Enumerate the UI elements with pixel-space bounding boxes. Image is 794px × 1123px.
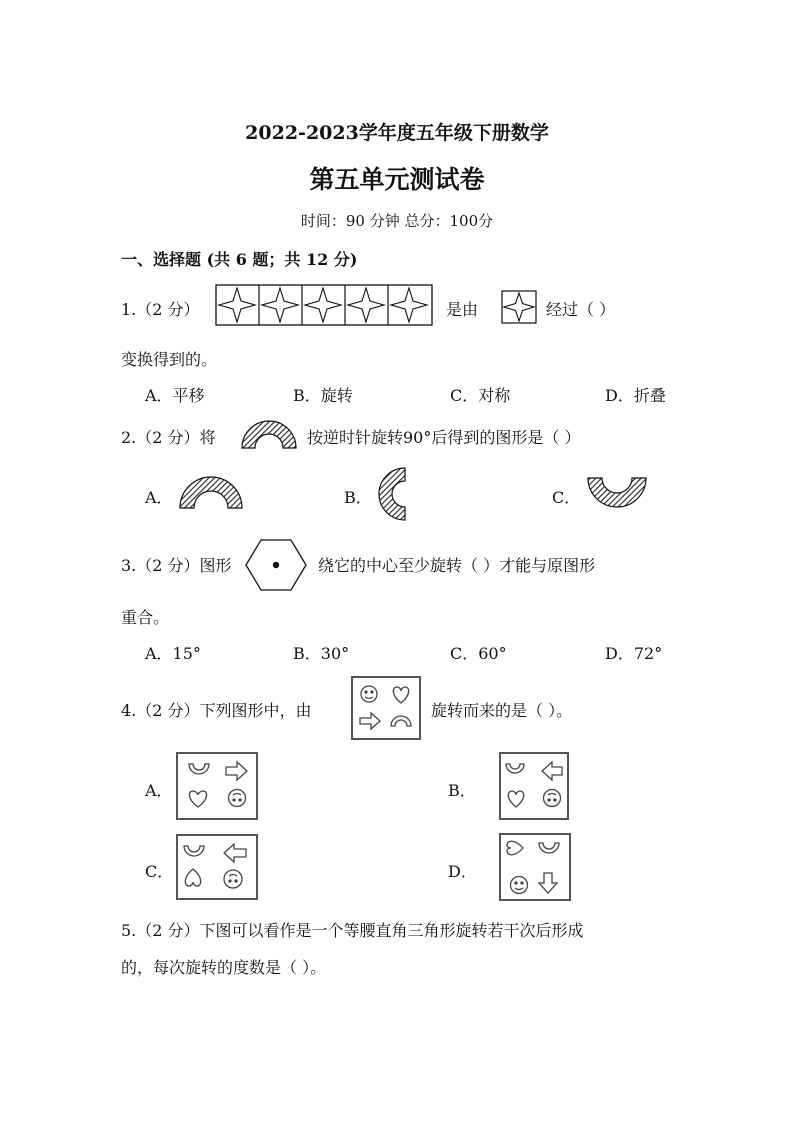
q3-option-a[interactable]: A．15° [145,644,201,663]
q2-option-a[interactable]: A． [145,488,173,507]
q5-line2: 的，每次旋转的度数是（ ）。 [121,958,327,977]
q1-prefix: 1.（2 分） [121,300,200,319]
q4-option-b[interactable]: B． [448,781,476,800]
q3-prefix: 3.（2 分）图形 [121,556,232,575]
q1-option-a[interactable]: A．平移 [145,386,205,405]
q4-option-a-figure[interactable] [176,752,258,820]
q2-option-a-arc[interactable] [178,474,244,510]
q4-option-c-figure[interactable] [176,834,258,900]
q3-option-b[interactable]: B．30° [293,644,350,663]
q2-suffix: 按逆时针旋转90°后得到的图形是（ ） [307,428,581,447]
q4-option-c[interactable]: C． [145,862,174,881]
q1-option-d[interactable]: D．折叠 [605,386,666,405]
four-point-star-icon [501,290,537,324]
q4-option-b-figure[interactable] [499,752,569,820]
q4-option-a[interactable]: A． [145,781,173,800]
section-heading: 一、选择题 (共 6 题；共 12 分) [121,250,358,269]
q1-mid: 是由 [446,300,479,319]
q1-suffix: 经过（ ） [546,300,616,319]
q4-option-d-figure[interactable] [499,833,571,901]
q4-source-figure [351,676,421,740]
hatched-semicircle-arc-icon [240,416,298,450]
q4-option-d[interactable]: D． [448,862,477,881]
q1-option-c[interactable]: C．对称 [450,386,511,405]
q3-option-d[interactable]: D．72° [605,644,663,663]
q3-option-c[interactable]: C．60° [450,644,507,663]
q1-option-b[interactable]: B．旋转 [293,386,353,405]
q1-line2: 变换得到的。 [121,350,218,369]
q1-star-strip [215,284,433,326]
q2-prefix: 2.（2 分）将 [121,428,216,447]
q2-option-b-arc[interactable] [374,466,408,522]
q2-option-c[interactable]: C． [552,488,581,507]
hexagon-with-center-dot-icon [244,538,308,592]
q3-line2: 重合。 [121,608,170,627]
q2-option-b[interactable]: B． [344,488,372,507]
q5-line1: 5.（2 分）下图可以看作是一个等腰直角三角形旋转若干次后形成 [121,921,584,940]
exam-subtitle: 第五单元测试卷 [309,165,485,194]
q4-prefix: 4.（2 分）下列图形中，由 [121,701,312,720]
exam-title: 2022-2023学年度五年级下册数学 [245,122,549,144]
q3-suffix: 绕它的中心至少旋转（ ）才能与原图形 [318,556,596,575]
q2-option-c-arc[interactable] [586,476,648,510]
q4-suffix: 旋转而来的是（ ）。 [431,701,573,720]
exam-meta: 时间：90 分钟 总分：100分 [300,212,494,230]
